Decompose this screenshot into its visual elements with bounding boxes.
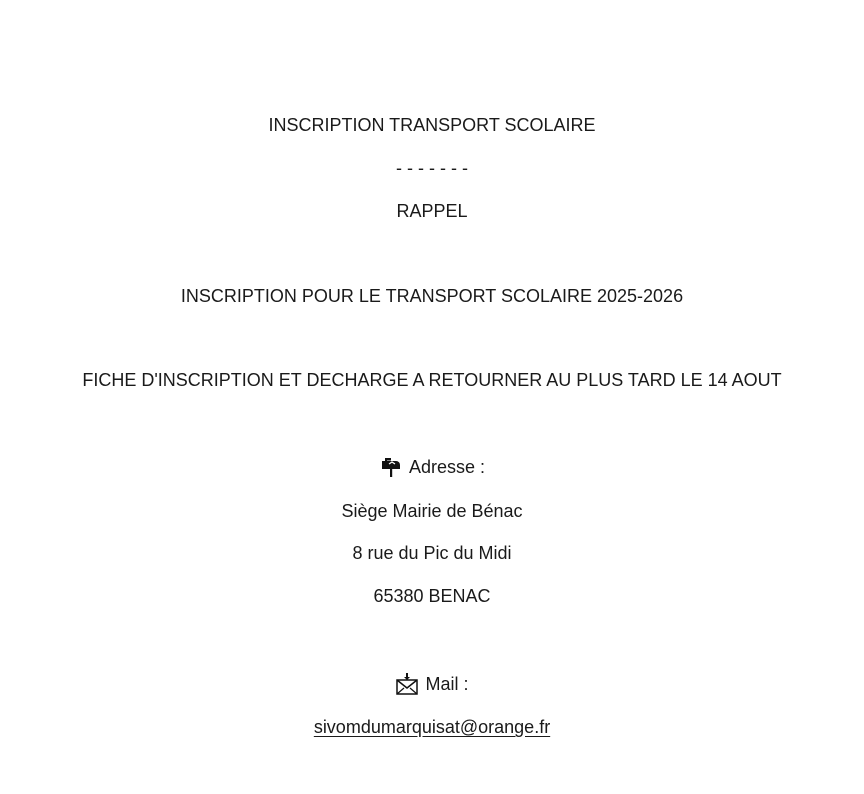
mail-label-row [0, 672, 864, 696]
address-label-row [0, 455, 864, 479]
mailbox-icon [379, 455, 403, 479]
email-link[interactable]: sivomdumarquisat@orange.fr [313, 717, 551, 737]
subtitle-rappel: RAPPEL [396, 201, 468, 221]
email-row [0, 716, 864, 738]
envelope-icon [395, 672, 419, 696]
document-title: INSCRIPTION TRANSPORT SCOLAIRE [268, 115, 596, 135]
separator-dashes: - - - - - - - [396, 158, 468, 178]
address-line-3: 65380 BENAC [373, 586, 491, 606]
address-label: Adresse : [408, 457, 486, 477]
deadline-notice: FICHE D'INSCRIPTION ET DECHARGE A RETOURNER AU PLUS TARD LE 14 AOUT [82, 370, 782, 390]
registration-heading: INSCRIPTION POUR LE TRANSPORT SCOLAIRE 2025-2026 [180, 286, 684, 306]
address-line-2: 8 rue du Pic du Midi [352, 543, 512, 563]
address-line-1: Siège Mairie de Bénac [341, 501, 523, 521]
mail-label: Mail : [425, 674, 469, 694]
